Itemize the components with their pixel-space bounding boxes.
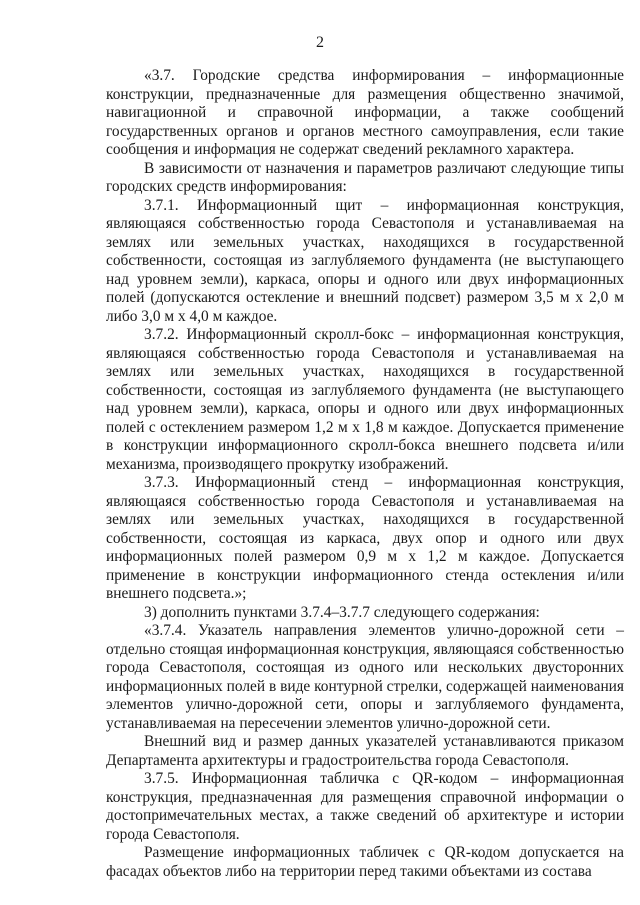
paragraph-3-7-2: 3.7.2. Информационный скролл-бокс – информационная конструкция, являющаяся собственностью города Севастополя и устанавливаемая на землях или земельных участках, находящихся в государственной собственности, состоящая из заглубляемого фундамента (не выступающего над уровнем земли), каркаса, опоры и одного или двух информационных полей с остеклением размером 1,2 м х 1,8 м каждое. Допускается применение в конструкции информационного скролл-бокса внешнего подсвета и/или механизма, производящего прокрутку изображений. <box>106 326 624 473</box>
document-body <box>106 67 624 881</box>
paragraph-types-intro: В зависимости от назначения и параметров различают следующие типы городских средств информирования: <box>106 159 624 195</box>
paragraph-3-7-3: 3.7.3. Информационный стенд – информационная конструкция, являющаяся собственностью города Севастополя и устанавливаемая на землях или земельных участках, находящихся в государственной собственности, состоящая из каркаса, двух опор и одного или двух информационных полей размером 0,9 м х 1,2 м каждое. Допускается применение в конструкции информационного стенда остекления и/или внешнего подсвета.»; <box>106 474 624 602</box>
paragraph-amendment-3: 3) дополнить пунктами 3.7.4–3.7.7 следующего содержания: <box>144 603 540 621</box>
paragraph-3-7-1: 3.7.1. Информационный щит – информационная конструкция, являющаяся собственностью города Севастополя и устанавливаемая на землях или земельных участках, находящихся в государственной собственности, состоящая из заглубляемого фундамента (не выступающего над уровнем земли), каркаса, опоры и одного или двух информационных полей (допускаются остекление и внешний подсвет) размером 3,5 м х 2,0 м либо 3,0 м х 4,0 м каждое. <box>106 196 624 325</box>
paragraph-qr-placement: Размещение информационных табличек с QR-кодом допускается на фасадах объектов либо на территории перед такими объектами из состава <box>106 844 624 880</box>
paragraph-3-7-4: «3.7.4. Указатель направления элементов улично-дорожной сети – отдельно стоящая информационная конструкция, являющаяся собственностью города Севастополя, состоящая из одного или нескольких двусторонних информационных полей в виде контурной стрелки, содержащей наименования элементов улично-дорожной сети, опоры и заглубляемого фундамента, устанавливаемая на пересечении элементов улично-дорожной сети. <box>106 622 624 732</box>
paragraph-signs-appearance: Внешний вид и размер данных указателей устанавливаются приказом Департамента архитектуры и градостроительства города Севастополя. <box>106 733 624 769</box>
page-number: 2 <box>316 34 324 51</box>
paragraph-3-7: «3.7. Городские средства информирования – информационные конструкции, предназначенные для размещения общественно значимой, навигационной и справочной информации, а также сообщений государственных органов и органов местного самоуправления, если такие сообщения и информация не содержат сведений рекламного характера. <box>106 67 624 158</box>
paragraph-3-7-5: 3.7.5. Информационная табличка с QR-кодом – информационная конструкция, предназначенная для размещения справочной информации о достопримечательных местах, а также сведений об архитектуре и истории города Севастополя. <box>106 770 624 843</box>
